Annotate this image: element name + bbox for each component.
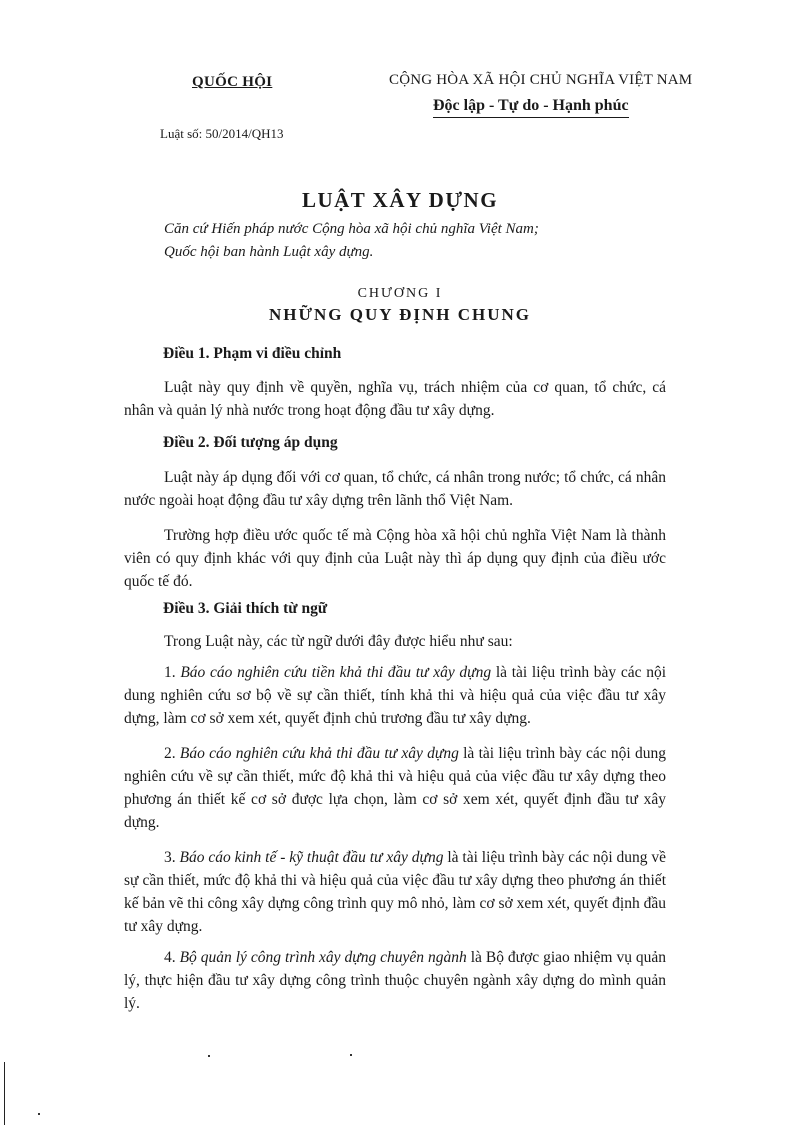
chapter-number: CHƯƠNG I	[357, 286, 443, 301]
document-title: LUẬT XÂY DỰNG	[301, 188, 499, 212]
definition-item	[124, 661, 666, 730]
article-heading: Điều 2. Đối tượng áp dụng	[163, 434, 338, 451]
preamble-line: Quốc hội ban hành Luật xây dựng.	[164, 244, 374, 260]
preamble-line: Căn cứ Hiến pháp nước Cộng hòa xã hội chủ nghĩa Việt Nam;	[164, 221, 539, 237]
scan-speck	[208, 1055, 210, 1057]
definition-number: 1.	[164, 664, 176, 681]
law-number: Luật số: 50/2014/QH13	[160, 126, 284, 141]
chapter-name: NHỮNG QUY ĐỊNH CHUNG	[268, 305, 532, 324]
republic-name: CỘNG HÒA XÃ HỘI CHỦ NGHĨA VIỆT NAM	[389, 72, 693, 88]
definition-number: 4.	[164, 949, 176, 966]
definition-text: là tài liệu trình bày các nội dung nghiên cứu sơ bộ về sự cần thiết, tính khả thi và hiệu quả của việc đầu tư xây dựng, làm cơ sở xem xét, quyết định chủ trương đầu tư xây dựng.	[124, 664, 667, 727]
definition-text: là Bộ được giao nhiệm vụ quản lý, thực hiện đầu tư xây dựng công trình thuộc chuyên ngành xây dựng do mình quản lý.	[124, 949, 667, 1012]
definition-term: Báo cáo kinh tế - kỹ thuật đầu tư xây dựng	[179, 849, 444, 866]
article-paragraph: Luật này quy định về quyền, nghĩa vụ, trách nhiệm của cơ quan, tổ chức, cá nhân và quản lý nhà nước trong hoạt động đầu tư xây dựng.	[124, 379, 666, 419]
definition-term: Bộ quản lý công trình xây dựng chuyên ngành	[179, 949, 467, 966]
definition-text: là tài liệu trình bày các nội dung nghiên cứu về sự cần thiết, mức độ khả thi và hiệu quả của việc đầu tư xây dựng theo phương án thiết kế cơ sở được lựa chọn, làm cơ sở xem xét, quyết định đầu tư xây dựng.	[124, 745, 666, 831]
definition-term: Báo cáo nghiên cứu khả thi đầu tư xây dựng	[179, 745, 459, 762]
definition-text: là tài liệu trình bày các nội dung về sự cần thiết, mức độ khả thi và hiệu quả của việc đầu tư xây dựng theo phương án thiết kế bản vẽ thi công xây dựng công trình quy mô nhỏ, làm cơ sở xem xét, quyết định đầu tư xây dựng.	[124, 849, 667, 935]
definition-item	[124, 742, 666, 834]
national-motto: Độc lập - Tự do - Hạnh phúc	[433, 97, 629, 118]
definition-item	[124, 946, 666, 1015]
article-paragraph: Luật này áp dụng đối với cơ quan, tổ chức, cá nhân trong nước; tổ chức, cá nhân nước ngoài hoạt động đầu tư xây dựng trên lãnh thổ Việt Nam.	[124, 469, 666, 509]
scan-speck	[350, 1054, 352, 1056]
organization-name: QUỐC HỘI	[192, 74, 273, 90]
article-intro: Trong Luật này, các từ ngữ dưới đây được hiểu như sau:	[164, 633, 513, 650]
article-paragraph: Trường hợp điều ước quốc tế mà Cộng hòa xã hội chủ nghĩa Việt Nam là thành viên có quy định khác với quy định của Luật này thì áp dụng quy định của điều ước quốc tế đó.	[124, 527, 666, 590]
article-heading: Điều 1. Phạm vi điều chỉnh	[163, 345, 342, 362]
definition-number: 3.	[164, 849, 176, 866]
definition-term: Báo cáo nghiên cứu tiền khả thi đầu tư xây dựng	[180, 664, 492, 681]
article-heading: Điều 3. Giải thích từ ngữ	[163, 600, 328, 617]
scan-speck	[38, 1113, 40, 1115]
definition-item	[124, 846, 666, 938]
scan-edge-line	[4, 1062, 5, 1125]
definition-number: 2.	[164, 745, 176, 762]
